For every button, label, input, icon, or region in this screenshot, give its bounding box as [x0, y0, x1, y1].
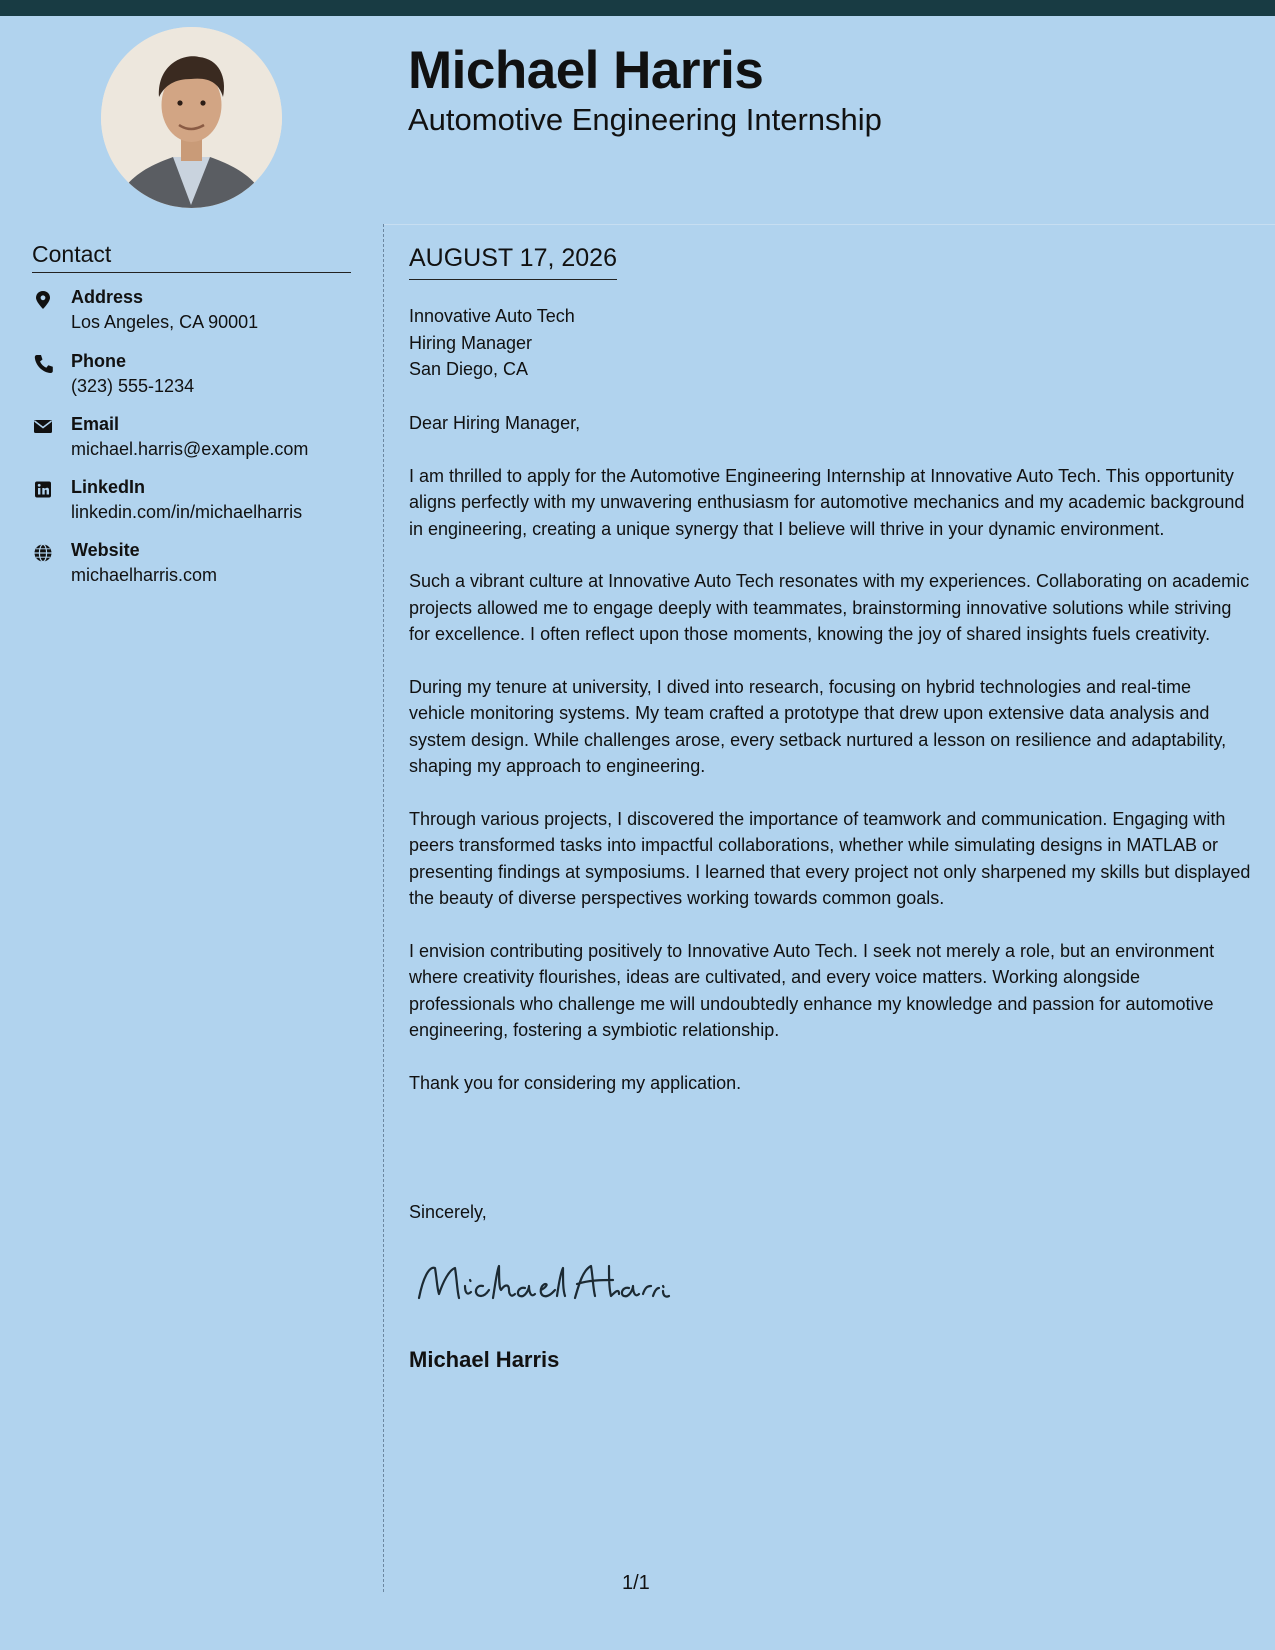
job-title: Automotive Engineering Internship	[408, 102, 882, 137]
contact-value: michael.harris@example.com	[71, 439, 309, 459]
paragraph: Such a vibrant culture at Innovative Auto Tech resonates with my experiences. Collaborating on academic projects allowed me to engage deeply with teammates, brainstorming innovative solutions while striving for excellence. I often reflect upon those moments, knowing the joy of shared insights fuels creativity.	[409, 571, 1250, 644]
contact-label: LinkedIn	[71, 477, 146, 497]
linkedin-icon	[32, 480, 54, 500]
applicant-name: Michael Harris	[408, 41, 764, 100]
letter-body	[409, 410, 1251, 1122]
recipient-company: Innovative Auto Tech	[409, 306, 575, 326]
globe-icon	[32, 543, 54, 563]
paragraph: Thank you for considering my application.	[409, 1072, 742, 1093]
phone-icon	[32, 354, 54, 374]
top-accent-bar	[0, 0, 1275, 16]
letter-date: AUGUST 17, 2026	[409, 244, 617, 280]
recipient-role: Hiring Manager	[409, 332, 533, 353]
contact-label: Phone	[71, 351, 127, 371]
contact-value: michaelharris.com	[71, 565, 218, 585]
profile-photo	[101, 27, 282, 208]
contact-value: Los Angeles, CA 90001	[71, 312, 259, 332]
recipient-location: San Diego, CA	[409, 359, 529, 379]
contact-value: linkedin.com/in/michaelharris	[71, 502, 303, 522]
paragraph: Through various projects, I discovered the importance of teamwork and communication. Engaging with peers transformed tasks into impactful collaborations, whether while simulating designs in MATLAB or presenting findings at symposiums. I learned that every project not only sharpened my skills but displayed the beauty of diverse perspectives working towards common goals.	[409, 808, 1251, 908]
contact-label: Address	[71, 287, 144, 307]
contact-label: Email	[71, 414, 120, 434]
paragraph: During my tenure at university, I dived into research, focusing on hybrid technologies and real-time vehicle monitoring systems. My team crafted a prototype that drew upon extensive data analysis and system design. While challenges arose, every setback nurtured a lesson on resilience and adaptability, shaping my approach to engineering.	[409, 676, 1227, 776]
column-divider	[383, 224, 384, 1592]
contact-label: Website	[71, 540, 140, 560]
contact-value: (323) 555-1234	[71, 376, 195, 396]
signed-name: Michael Harris	[409, 1347, 560, 1372]
paragraph: I am thrilled to apply for the Automotive Engineering Internship at Innovative Auto Tech. This opportunity aligns perfectly with my unwavering enthusiasm for automotive mechanics and my academic background in engineering, creating a unique synergy that I believe will thrive in your dynamic environment.	[409, 465, 1245, 539]
contact-heading: Contact	[32, 241, 351, 273]
closing: Sincerely,	[409, 1202, 487, 1222]
salutation: Dear Hiring Manager,	[409, 413, 581, 433]
handwritten-signature	[413, 1258, 673, 1308]
recipient-block	[409, 303, 575, 383]
map-pin-icon	[32, 290, 54, 310]
envelope-icon	[32, 417, 54, 437]
page-number: 1/1	[622, 1572, 650, 1594]
paragraph: I envision contributing positively to Innovative Auto Tech. I seek not merely a role, but an environment where creativity flourishes, ideas are cultivated, and every voice matters. Working alongside professionals who challenge me will undoubtedly enhance my knowledge and passion for automotive engineering, fostering a symbiotic relationship.	[409, 940, 1215, 1040]
header-divider	[383, 224, 1275, 225]
